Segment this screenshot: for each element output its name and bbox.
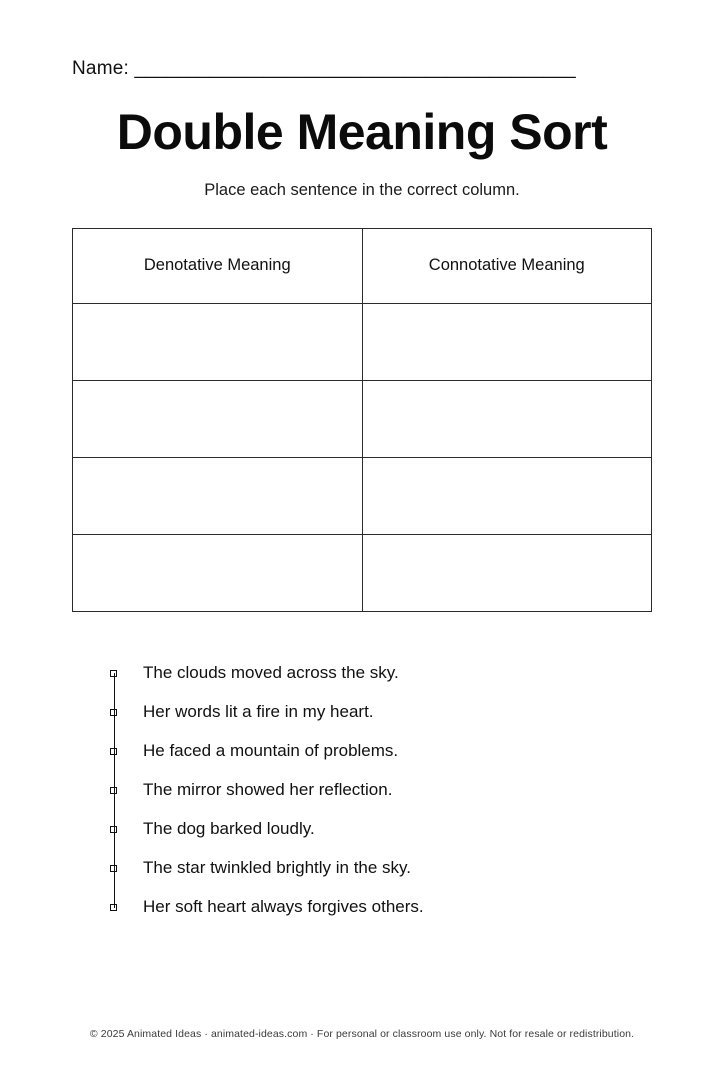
list-item[interactable] bbox=[110, 849, 652, 888]
sentence-text: The dog barked loudly. bbox=[143, 818, 315, 838]
page-title: Double Meaning Sort bbox=[116, 104, 608, 160]
list-item[interactable] bbox=[110, 888, 652, 927]
table-row bbox=[73, 380, 652, 457]
table-row bbox=[73, 303, 652, 380]
answer-cell-connotative[interactable] bbox=[362, 534, 652, 611]
list-connector-line bbox=[114, 673, 115, 908]
instructions-text: Place each sentence in the correct column. bbox=[204, 180, 520, 199]
sort-table bbox=[72, 228, 652, 612]
sentence-text: Her words lit a fire in my heart. bbox=[143, 701, 374, 721]
answer-cell-denotative[interactable] bbox=[73, 380, 363, 457]
answer-cell-connotative[interactable] bbox=[362, 303, 652, 380]
list-item[interactable] bbox=[110, 810, 652, 849]
table-row bbox=[73, 457, 652, 534]
list-item[interactable] bbox=[110, 693, 652, 732]
list-item[interactable] bbox=[110, 771, 652, 810]
answer-cell-denotative[interactable] bbox=[73, 457, 363, 534]
sentence-text: The mirror showed her reflection. bbox=[143, 779, 393, 799]
column-header-connotative: Connotative Meaning bbox=[362, 228, 652, 303]
worksheet-page bbox=[0, 58, 724, 1082]
name-field-line[interactable]: Name: _________________________________________ bbox=[72, 58, 576, 79]
sentence-text: He faced a mountain of problems. bbox=[143, 740, 399, 760]
list-item[interactable] bbox=[110, 732, 652, 771]
table-row bbox=[73, 534, 652, 611]
answer-cell-denotative[interactable] bbox=[73, 303, 363, 380]
column-header-denotative: Denotative Meaning bbox=[73, 228, 363, 303]
footer-copyright: © 2025 Animated Ideas · animated-ideas.com · For personal or classroom use only. Not for resale or redistribution. bbox=[89, 1028, 635, 1040]
list-item[interactable] bbox=[110, 654, 652, 693]
sentence-text: The clouds moved across the sky. bbox=[143, 662, 399, 682]
table-header-row bbox=[73, 228, 652, 303]
sentence-text: Her soft heart always forgives others. bbox=[143, 896, 424, 916]
answer-cell-connotative[interactable] bbox=[362, 457, 652, 534]
answer-cell-denotative[interactable] bbox=[73, 534, 363, 611]
sentence-text: The star twinkled brightly in the sky. bbox=[143, 857, 412, 877]
sentence-list bbox=[72, 654, 652, 927]
answer-cell-connotative[interactable] bbox=[362, 380, 652, 457]
